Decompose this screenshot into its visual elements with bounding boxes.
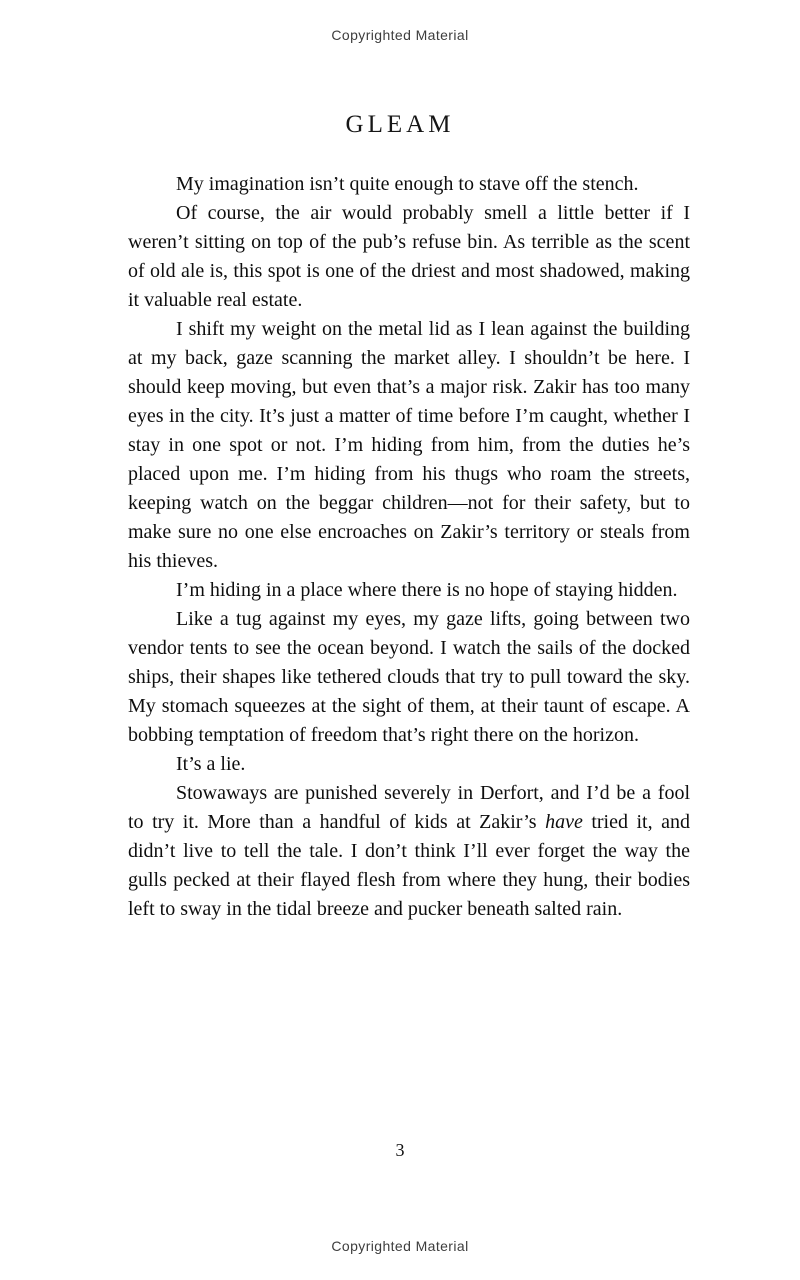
text-run: I’m hiding in a place where there is no hope of staying hidden. xyxy=(176,579,678,601)
paragraph xyxy=(128,750,690,779)
body-text xyxy=(128,170,690,924)
page-number: 3 xyxy=(395,1140,405,1160)
copyright-notice-bottom: Copyrighted Material xyxy=(331,1238,469,1254)
text-run: Like a tug against my eyes, my gaze lifts, going between two vendor tents to see the ocean beyond. I watch the sails of the docked ships, their shapes like tethered clouds that try to pull toward the sky. My stomach squeezes at the sight of them, at their taunt of escape. A bobbing temptation of freedom that’s right there on the horizon. xyxy=(128,608,690,746)
italic-text-run: have xyxy=(545,811,583,833)
text-run: tried it, and didn’t live to tell the tale. I don’t think I’ll ever forget the way the gulls pecked at their flayed flesh from where they hung, their bodies left to sway in the tidal breeze and pucker beneath salted rain. xyxy=(128,811,691,920)
text-run: It’s a lie. xyxy=(176,753,246,775)
paragraph xyxy=(128,576,690,605)
text-run: Stowaways are punished severely in Derfort, and I’d be a fool to try it. More than a handful of kids at Zakir’s xyxy=(128,782,690,833)
copyright-notice-top: Copyrighted Material xyxy=(331,27,469,43)
book-title-header: GLEAM xyxy=(345,111,455,138)
text-run: Of course, the air would probably smell a little better if I weren’t sitting on top of the pub’s refuse bin. As terrible as the scent of old ale is, this spot is one of the driest and most shadowed, making it valuable real estate. xyxy=(128,202,690,311)
paragraph xyxy=(128,315,690,576)
paragraph xyxy=(128,605,690,750)
paragraph xyxy=(128,199,690,315)
paragraph xyxy=(128,779,690,924)
text-run: I shift my weight on the metal lid as I lean against the building at my back, gaze scanning the market alley. I shouldn’t be here. I should keep moving, but even that’s a major risk. Zakir has too many eyes in the city. It’s just a matter of time before I’m caught, whether I stay in one spot or not. I’m hiding from him, from the duties he’s placed upon me. I’m hiding from his thugs who roam the streets, keeping watch on the beggar children—not for their safety, but to make sure no one else encroaches on Zakir’s territory or steals from his thieves. xyxy=(128,318,690,572)
text-run: My imagination isn’t quite enough to stave off the stench. xyxy=(176,173,639,195)
paragraph xyxy=(128,170,690,199)
